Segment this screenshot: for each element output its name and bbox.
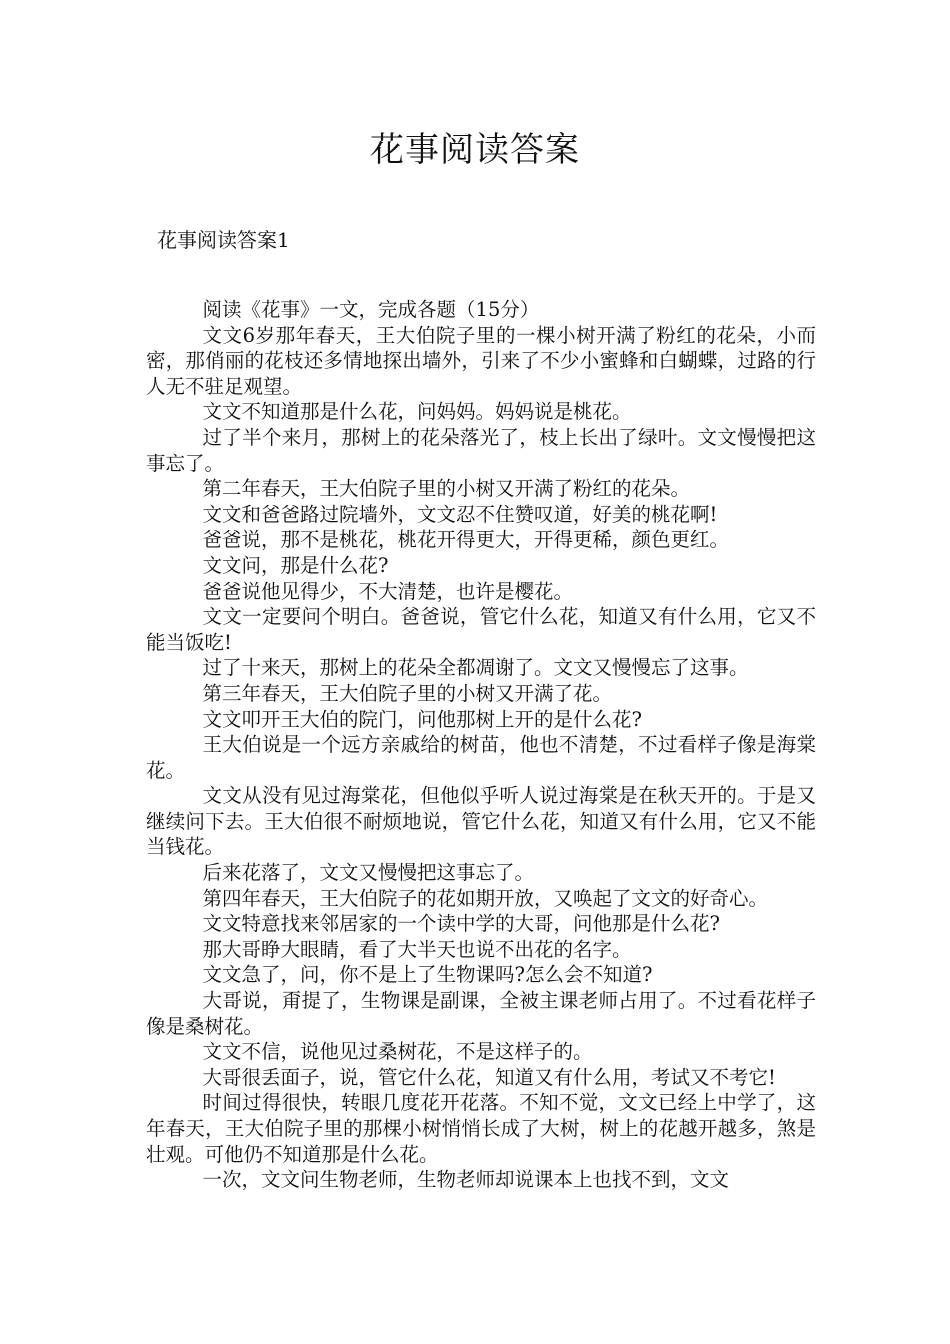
paragraph: 一次，文文问生物老师，生物老师却说课本上也找不到，文文 xyxy=(202,1168,730,1192)
paragraph: 大哥很丢面子，说，管它什么花，知道又有什么用，考试又不考它! xyxy=(202,1065,776,1089)
paragraph: 后来花落了，文文又慢慢把这事忘了。 xyxy=(202,861,535,885)
paragraph: 爸爸说，那不是桃花，桃花开得更大，开得更稀，颜色更红。 xyxy=(202,528,730,552)
paragraph: 文文6岁那年春天，王大伯院子里的一棵小树开满了粉红的花朵，小而密，那俏丽的花枝还多情地探出墙外，引来了不少小蜜蜂和白蝴蝶，过路的行人无不驻足观望。 xyxy=(146,323,816,398)
paragraph: 文文叩开王大伯的院门，问他那树上开的是什么花? xyxy=(202,707,643,731)
paragraph: 文文特意找来邻居家的一个读中学的大哥，问他那是什么花? xyxy=(202,912,721,936)
paragraph: 文文从没有见过海棠花，但他似乎听人说过海棠是在秋天开的。于是又继续问下去。王大伯很不耐烦地说，管它什么花，知道又有什么用，它又不能当钱花。 xyxy=(146,784,816,859)
paragraph: 第二年春天，王大伯院子里的小树又开满了粉红的花朵。 xyxy=(202,477,691,501)
paragraph: 那大哥睁大眼睛，看了大半天也说不出花的名字。 xyxy=(202,937,632,961)
paragraph: 阅读《花事》一文，完成各题（15分） xyxy=(202,298,540,321)
paragraph: 时间过得很快，转眼几度花开花落。不知不觉，文文已经上中学了，这年春天，王大伯院子里的那棵小树悄悄长成了大树，树上的花越开越多，煞是壮观。可他仍不知道那是什么花。 xyxy=(146,1091,816,1166)
document-body xyxy=(146,297,816,1193)
paragraph: 文文问，那是什么花? xyxy=(202,553,389,577)
paragraph: 文文一定要问个明白。爸爸说，管它什么花，知道又有什么用，它又不能当饭吃! xyxy=(146,605,816,654)
paragraph: 文文不信，说他见过桑树花，不是这样子的。 xyxy=(202,1040,593,1064)
paragraph: 大哥说，甭提了，生物课是副课，全被主课老师占用了。不过看花样子像是桑树花。 xyxy=(146,989,816,1038)
paragraph: 文文和爸爸路过院墙外，文文忍不住赞叹道，好美的桃花啊! xyxy=(202,502,718,526)
paragraph: 过了半个来月，那树上的花朵落光了，枝上长出了绿叶。文文慢慢把这事忘了。 xyxy=(146,425,816,475)
paragraph: 文文不知道那是什么花，问妈妈。妈妈说是桃花。 xyxy=(202,400,632,424)
section-heading: 花事阅读答案1 xyxy=(157,228,290,252)
paragraph: 第四年春天，王大伯院子的花如期开放，又唤起了文文的好奇心。 xyxy=(202,886,769,910)
document-title: 花事阅读答案 xyxy=(370,130,580,170)
paragraph: 文文急了，问，你不是上了生物课吗?怎么会不知道? xyxy=(202,963,653,987)
paragraph: 王大伯说是一个远方亲戚给的树苗，他也不清楚，不过看样子像是海棠花。 xyxy=(146,733,816,782)
paragraph: 爸爸说他见得少，不大清楚，也许是樱花。 xyxy=(202,579,574,603)
paragraph: 过了十来天，那树上的花朵全都凋谢了。文文又慢慢忘了这事。 xyxy=(202,656,749,680)
paragraph: 第三年春天，王大伯院子里的小树又开满了花。 xyxy=(202,681,613,705)
